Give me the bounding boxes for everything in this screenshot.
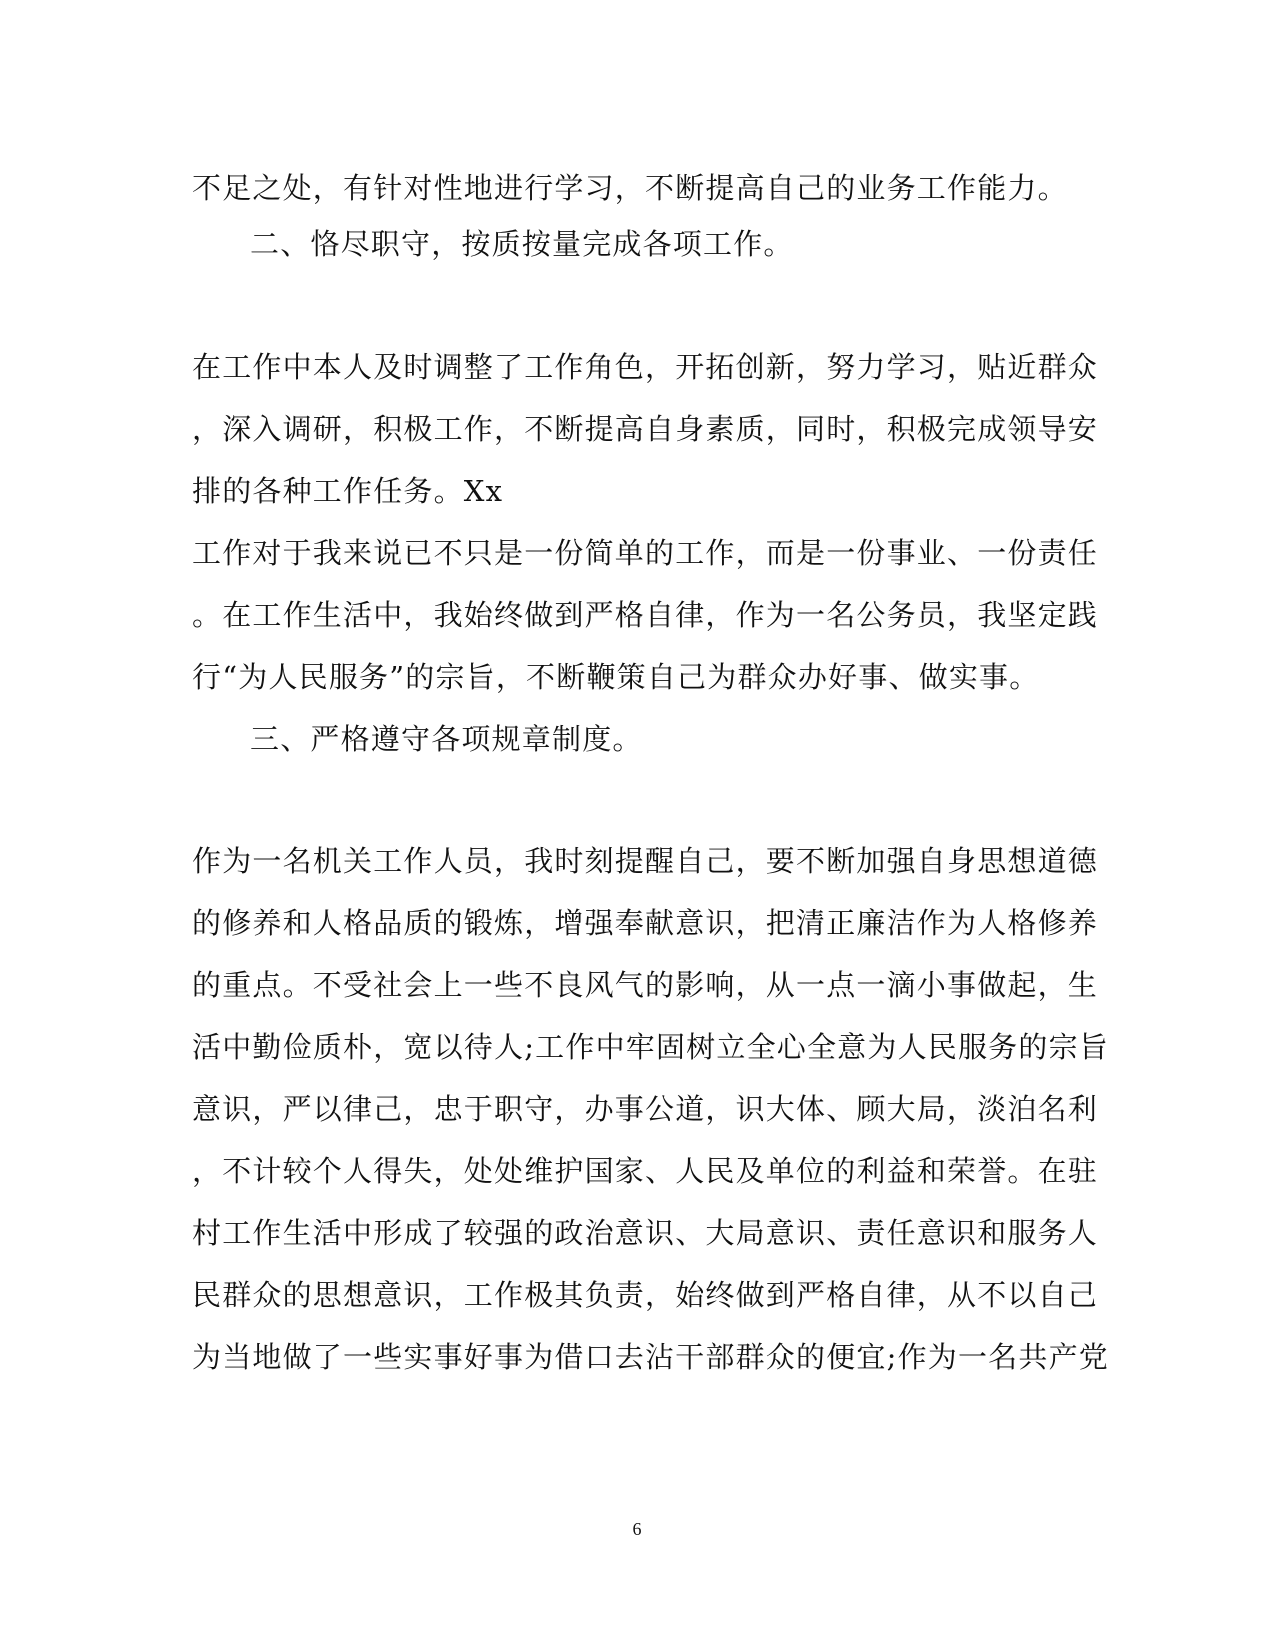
body-line: 作为一名机关工作人员，我时刻提醒自己，要不断加强自身思想道德 (192, 844, 1099, 878)
page-number: 6 (632, 1519, 642, 1539)
body-line: 的修养和人格品质的锻炼，增强奉献意识，把清正廉洁作为人格修养 (192, 906, 1099, 940)
body-line: ，深入调研，积极工作，不断提高自身素质，同时，积极完成领导安 (192, 412, 1099, 446)
body-line: 意识，严以律己，忠于职守，办事公道，识大体、顾大局，淡泊名利 (192, 1092, 1099, 1126)
section-heading-3: 三、严格遵守各项规章制度。 (250, 722, 643, 756)
body-line: 在工作中本人及时调整了工作角色，开拓创新，努力学习，贴近群众 (192, 350, 1099, 384)
body-line: 工作对于我来说已不只是一份简单的工作，而是一份事业、一份责任 (192, 536, 1099, 570)
section-heading-2: 二、恪尽职守，按质按量完成各项工作。 (250, 227, 794, 261)
body-line: 的重点。不受社会上一些不良风气的影响，从一点一滴小事做起，生 (192, 968, 1099, 1002)
body-line: 行“为人民服务”的宗旨，不断鞭策自己为群众办好事、做实事。 (192, 660, 1040, 694)
body-line: 活中勤俭质朴，宽以待人;工作中牢固树立全心全意为人民服务的宗旨 (192, 1030, 1109, 1064)
body-line: 不足之处，有针对性地进行学习，不断提高自己的业务工作能力。 (192, 171, 1068, 205)
body-line: ，不计较个人得失，处处维护国家、人民及单位的利益和荣誉。在驻 (192, 1154, 1099, 1188)
body-line: 民群众的思想意识，工作极其负责，始终做到严格自律，从不以自己 (192, 1278, 1099, 1312)
body-line: 排的各种工作任务。Xx (192, 474, 504, 508)
body-line: 。在工作生活中，我始终做到严格自律，作为一名公务员，我坚定践 (192, 598, 1099, 632)
body-line: 村工作生活中形成了较强的政治意识、大局意识、责任意识和服务人 (192, 1216, 1099, 1250)
body-line: 为当地做了一些实事好事为借口去沾干部群众的便宜;作为一名共产党 (192, 1340, 1109, 1374)
